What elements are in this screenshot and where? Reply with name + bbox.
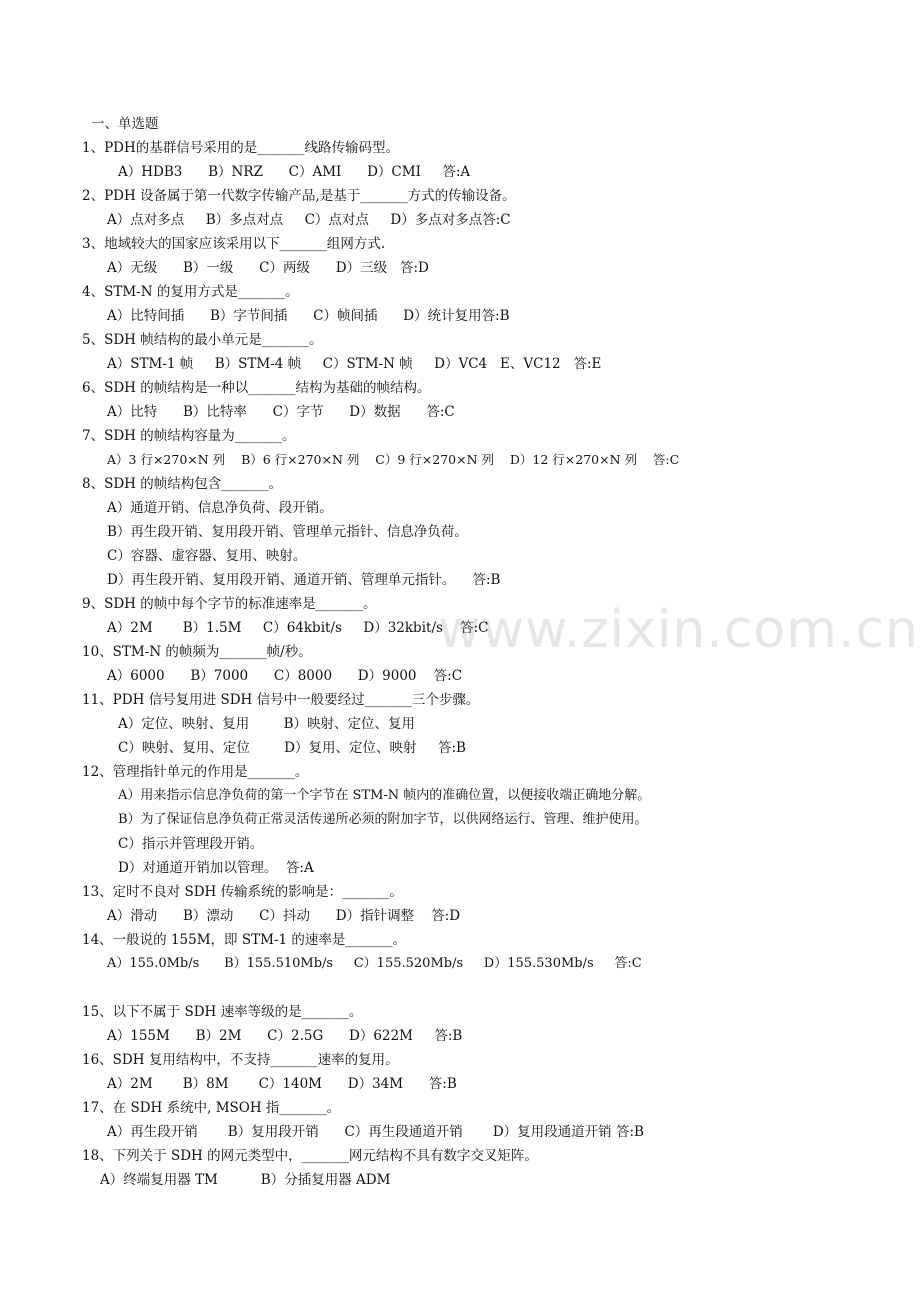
option-8d: D）再生段开销、复用段开销、通道开销、管理单元指针。 答:B (107, 572, 501, 588)
options-3: A）无级 B）一级 C）两级 D）三级 答:D (107, 260, 429, 276)
question-9: 9、SDH 的帧中每个字节的标准速率是_______。 (82, 596, 377, 612)
options-18: A）终端复用器 TM B）分插复用器 ADM (100, 1172, 391, 1188)
options-2: A）点对多点 B）多点对点 C）点对点 D）多点对多点答:C (107, 212, 511, 228)
option-8a: A）通道开销、信息净负荷、段开销。 (107, 500, 333, 516)
question-11: 11、PDH 信号复用进 SDH 信号中一般要经过_______三个步骤。 (82, 692, 480, 708)
question-7: 7、SDH 的帧结构容量为_______。 (82, 428, 296, 444)
options-11-row2: C）映射、复用、定位 D）复用、定位、映射 答:B (118, 740, 466, 756)
question-16: 16、SDH 复用结构中，不支持_______速率的复用。 (82, 1052, 399, 1068)
section-title: 一、单选题 (91, 116, 159, 132)
question-14: 14、一般说的 155M，即 STM-1 的速率是_______。 (82, 932, 407, 948)
option-8c: C）容器、虚容器、复用、映射。 (107, 548, 307, 564)
question-10: 10、STM-N 的帧频为_______帧/秒。 (82, 644, 312, 660)
question-17: 17、在 SDH 系统中, MSOH 指_______。 (82, 1100, 341, 1116)
question-6: 6、SDH 的帧结构是一种以_______结构为基础的帧结构。 (82, 380, 431, 396)
question-18: 18、下列关于 SDH 的网元类型中，_______网元结构不具有数字交叉矩阵。 (82, 1148, 538, 1164)
options-4: A）比特间插 B）字节间插 C）帧间插 D）统计复用答:B (107, 308, 510, 324)
question-4: 4、STM-N 的复用方式是_______。 (82, 284, 299, 300)
question-8: 8、SDH 的帧结构包含_______。 (82, 476, 282, 492)
question-1: 1、PDH的基群信号采用的是_______线路传输码型。 (82, 140, 400, 156)
option-12d: D）对通道开销加以管理。 答:A (118, 860, 314, 876)
question-12: 12、管理指针单元的作用是_______。 (82, 764, 309, 780)
options-17: A）再生段开销 B）复用段开销 C）再生段通道开销 D）复用段通道开销 答:B (107, 1124, 644, 1140)
question-13: 13、定时不良对 SDH 传输系统的影响是：_______。 (82, 884, 403, 900)
option-8b: B）再生段开销、复用段开销、管理单元指针、信息净负荷。 (107, 524, 468, 540)
options-9: A）2M B）1.5M C）64kbit/s D）32kbit/s 答:C (107, 620, 489, 636)
options-6: A）比特 B）比特率 C）字节 D）数据 答:C (107, 404, 455, 420)
watermark: www.zixin.com.cn (438, 600, 919, 660)
options-5: A）STM-1 帧 B）STM-4 帧 C）STM-N 帧 D）VC4 E、VC12 答:E (107, 356, 602, 372)
option-12b: B）为了保证信息净负荷正常灵活传递所必须的附加字节，以供网络运行、管理、维护使用。 (118, 812, 648, 827)
options-14: A）155.0Mb/s B）155.510Mb/s C）155.520Mb/s D）155.530Mb/s 答:C (107, 956, 642, 971)
option-12a: A）用来指示信息净负荷的第一个字节在 STM-N 帧内的准确位置，以便接收端正确地分解。 (118, 788, 651, 803)
question-2: 2、PDH 设备属于第一代数字传输产品,是基于_______方式的传输设备。 (82, 188, 516, 204)
question-3: 3、地域较大的国家应该采用以下_______组网方式. (82, 236, 386, 252)
options-13: A）滑动 B）漂动 C）抖动 D）指针调整 答:D (107, 908, 461, 924)
options-10: A）6000 B）7000 C）8000 D）9000 答:C (107, 668, 463, 684)
options-16: A）2M B）8M C）140M D）34M 答:B (107, 1076, 457, 1092)
options-11-row1: A）定位、映射、复用 B）映射、定位、复用 (118, 716, 415, 732)
question-5: 5、SDH 帧结构的最小单元是_______。 (82, 332, 323, 348)
question-15: 15、以下不属于 SDH 速率等级的是_______。 (82, 1004, 363, 1020)
options-1: A）HDB3 B）NRZ C）AMI D）CMI 答:A (118, 164, 471, 180)
options-15: A）155M B）2M C）2.5G D）622M 答:B (107, 1028, 463, 1044)
option-12c: C）指示并管理段开销。 (118, 836, 264, 852)
options-7: A）3 行×270×N 列 B）6 行×270×N 列 C）9 行×270×N 列 D）12 行×270×N 列 答:C (107, 452, 680, 467)
